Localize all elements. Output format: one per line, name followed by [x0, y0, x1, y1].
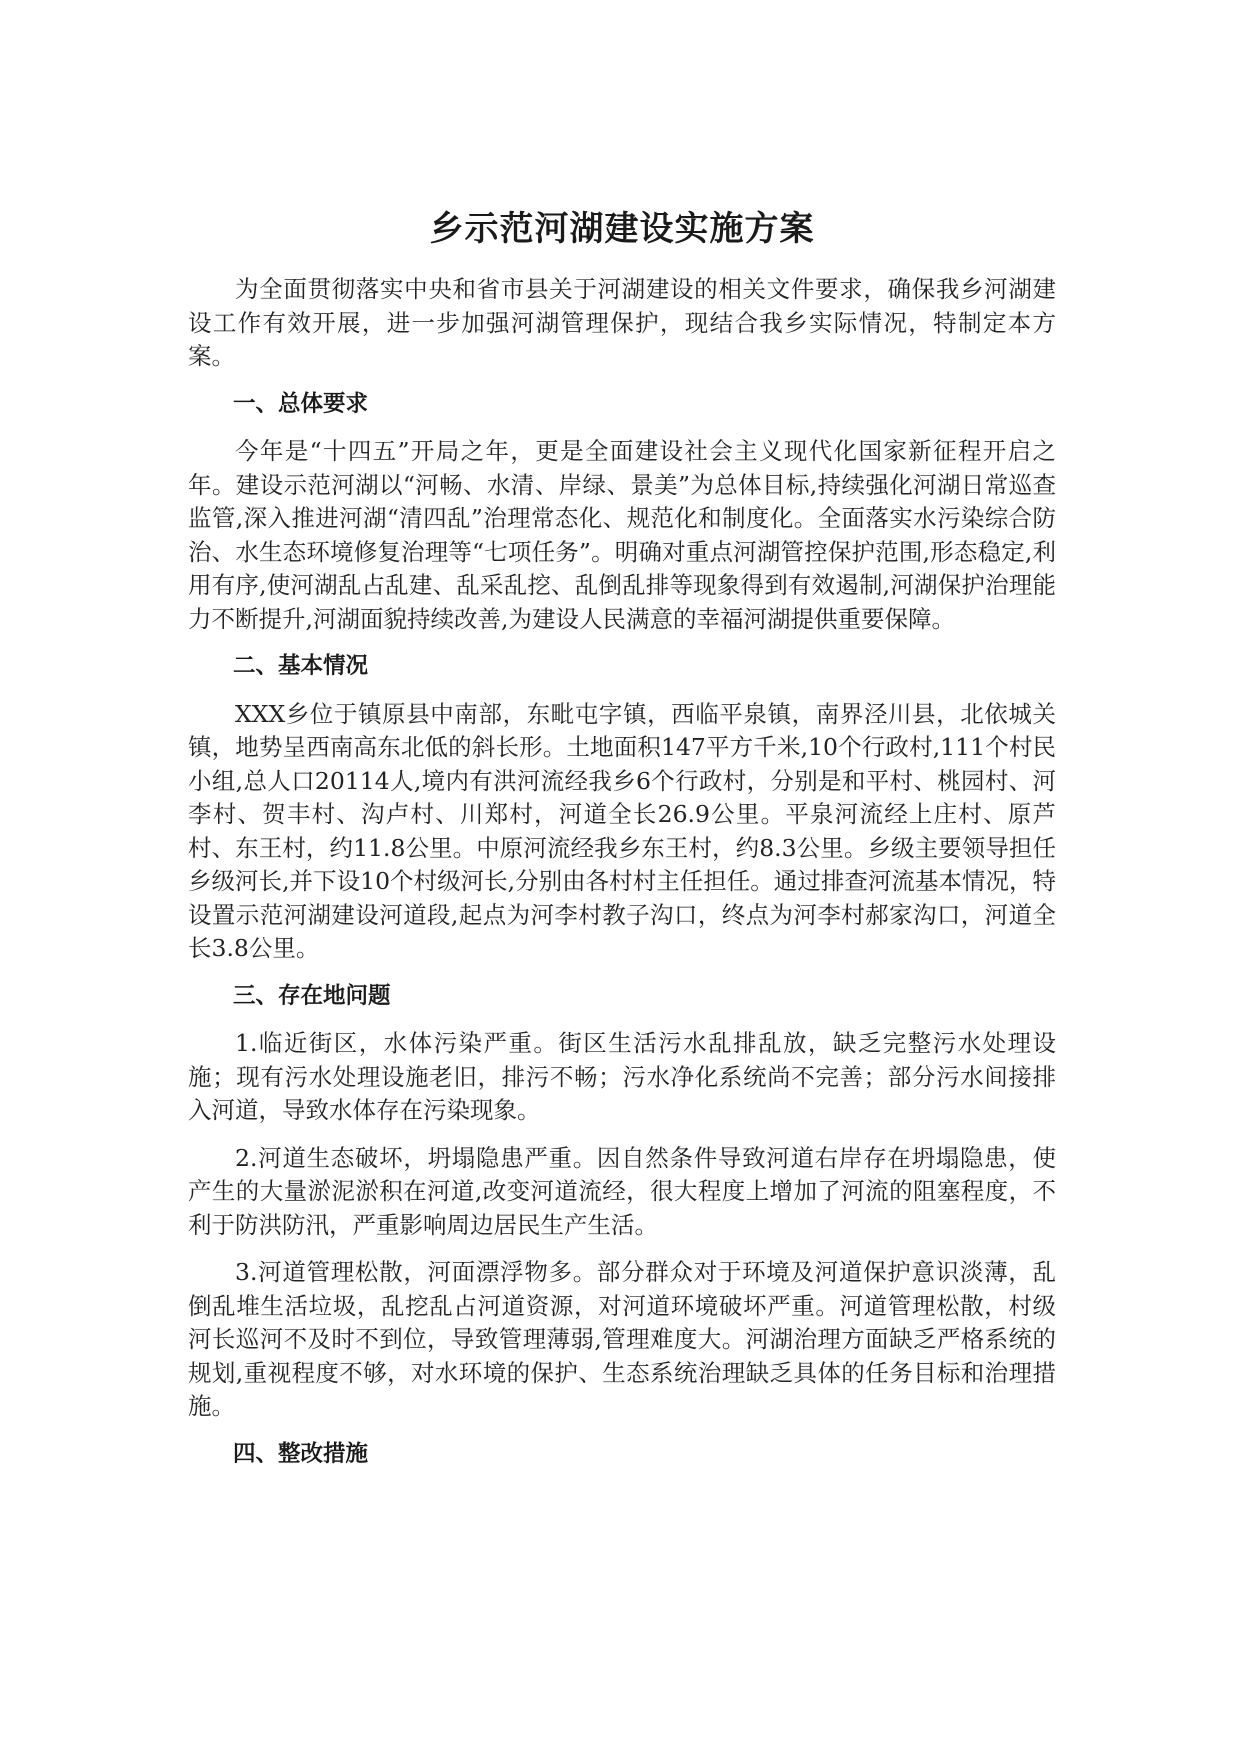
section-2-paragraph: XXX乡位于镇原县中南部，东毗屯字镇，西临平泉镇，南界泾川县，北依城关镇，地势呈西南高东北低的斜长形。土地面积147平方千米,10个行政村,111个村民小组,总人口20114人,境内有洪河流经我乡6个行政村，分别是和平村、桃园村、河李村、贺丰村、沟卢村、川郑村，河道全长26.9公里。平泉河流经上庄村、原芦村、东王村，约11.8公里。中原河流经我乡东王村，约8.3公里。乡级主要领导担任乡级河长,并下设10个村级河长,分别由各村村主任担任。通过排查河流基本情况，特设置示范河湖建设河道段,起点为河李村教子沟口，终点为河李村郝家沟口，河道全长3.8公里。	[188, 699, 1056, 962]
section-1-paragraph: 今年是“十四五”开局之年，更是全面建设社会主义现代化国家新征程开启之年。建设示范河湖以“河畅、水清、岸绿、景美”为总体目标,持续强化河湖日常巡查监管,深入推进河湖“清四乱”治理常态化、规范化和制度化。全面落实水污染综合防治、水生态环境修复治理等“七项任务”。明确对重点河湖管控保护范围,形态稳定,利用有序,使河湖乱占乱建、乱采乱挖、乱倒乱排等现象得到有效遏制,河湖保护治理能力不断提升,河湖面貌持续改善,为建设人民满意的幸福河湖提供重要保障。	[188, 437, 1056, 633]
document-title: 乡示范河湖建设实施方案	[429, 209, 815, 249]
section-3-item-2: 2.河道生态破坏，坍塌隐患严重。因自然条件导致河道右岸存在坍塌隐患，使产生的大量淤泥淤积在河道,改变河道流经，很大程度上增加了河流的阻塞程度，不利于防洪防汛，严重影响周边居民生产生活。	[188, 1143, 1056, 1239]
intro-paragraph: 为全面贯彻落实中央和省市县关于河湖建设的相关文件要求，确保我乡河湖建设工作有效开展，进一步加强河湖管理保护，现结合我乡实际情况，特制定本方案。	[188, 275, 1056, 370]
section-heading-3: 三、存在地问题	[233, 982, 391, 1009]
section-heading-4: 四、整改措施	[233, 1440, 369, 1467]
section-heading-1: 一、总体要求	[233, 390, 369, 417]
section-heading-2: 二、基本情况	[233, 653, 369, 679]
document-page	[188, 205, 1056, 1485]
section-3-item-3: 3.河道管理松散，河面漂浮物多。部分群众对于环境及河道保护意识淡薄，乱倒乱堆生活垃圾，乱挖乱占河道资源，对河道环境破坏严重。河道管理松散，村级河长巡河不及时不到位，导致管理薄弱,管理难度大。河湖治理方面缺乏严格系统的规划,重视程度不够，对水环境的保护、生态系统治理缺乏具体的任务目标和治理措施。	[188, 1258, 1056, 1420]
section-3-item-1: 1.临近街区，水体污染严重。街区生活污水乱排乱放，缺乏完整污水处理设施；现有污水处理设施老旧，排污不畅；污水净化系统尚不完善；部分污水间接排入河道，导致水体存在污染现象。	[188, 1029, 1056, 1124]
